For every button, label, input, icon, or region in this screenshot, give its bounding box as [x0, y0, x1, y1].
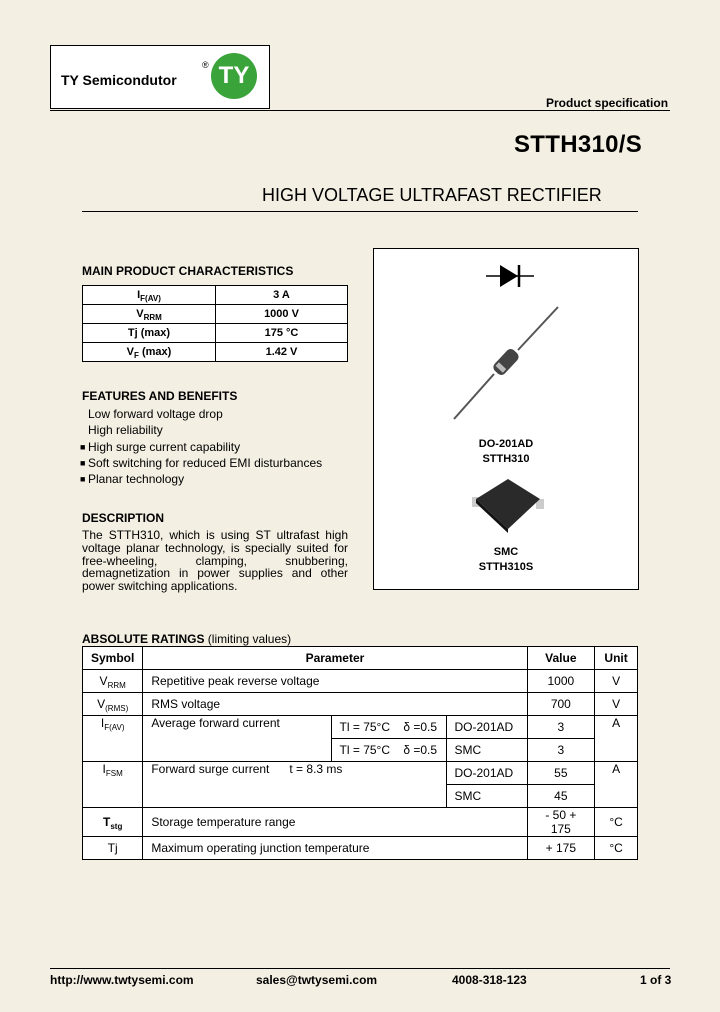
parameter-cell: Average forward current: [143, 716, 331, 762]
parameter-cell: Maximum operating junction temperature: [143, 837, 527, 860]
symbol-cell: $V_{(RMS)}$: [83, 693, 143, 716]
smc-package-image: [470, 477, 546, 533]
main-characteristics-title: MAIN PRODUCT CHARACTERISTICS: [82, 264, 294, 278]
package-cell: SMC: [446, 739, 527, 762]
package1-part: STTH310: [482, 453, 530, 465]
part-number: STTH310/S: [514, 131, 643, 158]
unit-cell: °C: [595, 808, 638, 837]
unit-cell: V: [595, 693, 638, 716]
subtitle-rule: [82, 211, 638, 212]
header-unit: Unit: [595, 647, 638, 670]
value-cell: 3: [527, 739, 595, 762]
table-row: [83, 808, 638, 837]
product-specification-label: Product specification: [546, 96, 669, 110]
parameter-cell: Forward surge current t = 8.3 ms: [143, 762, 446, 808]
symbol-cell: $I_{F(AV)}$: [83, 716, 143, 762]
features-list: [80, 406, 323, 487]
symbol-cell: $T_{stg}$: [83, 808, 143, 837]
absolute-ratings-table: [82, 646, 638, 860]
table-row: [83, 343, 348, 362]
char-value: 175 °C: [216, 324, 348, 343]
package-cell: SMC: [446, 785, 527, 808]
symbol-cell: $V_{RRM}$: [83, 670, 143, 693]
absolute-ratings-title: ABSOLUTE RATINGS (limiting values): [82, 632, 292, 646]
package2-name: SMC: [493, 546, 519, 558]
condition-cell: Tl = 75°C δ =0.5: [331, 739, 446, 762]
list-item: ■ Soft switching for reduced EMI disturbances: [80, 455, 323, 470]
package-cell: DO-201AD: [446, 716, 527, 739]
diode-symbol-icon: [486, 263, 534, 289]
features-title: FEATURES AND BENEFITS: [82, 389, 238, 403]
list-item: Low forward voltage drop: [88, 407, 223, 421]
parameter-cell: Storage temperature range: [143, 808, 527, 837]
header-value: Value: [527, 647, 595, 670]
bullet-icon: ■: [80, 441, 86, 452]
main-characteristics-table: [82, 285, 348, 362]
footer-rule: [50, 968, 670, 969]
package2-part: STTH310S: [478, 561, 534, 573]
value-cell: 700: [527, 693, 595, 716]
company-logo: [50, 45, 270, 109]
symbol-cell: Tj: [83, 837, 143, 860]
footer-website-link[interactable]: http://www.twtysemi.com: [50, 973, 194, 987]
char-param: $V_{RRM}$: [83, 305, 216, 324]
table-row: [83, 762, 638, 785]
footer-phone: 4008-318-123: [452, 973, 527, 987]
list-item: ■ Planar technology: [80, 472, 185, 487]
table-header-row: [83, 647, 638, 670]
table-row: [83, 324, 348, 343]
document-subtitle: HIGH VOLTAGE ULTRAFAST RECTIFIER: [262, 185, 602, 205]
char-value: 1000 V: [216, 305, 348, 324]
table-row: [83, 670, 638, 693]
table-row: [83, 305, 348, 324]
char-param: $I_{F(AV)}$: [83, 286, 216, 305]
header-rule: [50, 110, 670, 111]
package-cell: DO-201AD: [446, 762, 527, 785]
parameter-cell: RMS voltage: [143, 693, 527, 716]
value-cell: - 50 + 175: [527, 808, 595, 837]
package-box: [373, 248, 639, 590]
value-cell: 1000: [527, 670, 595, 693]
char-param: Tj (max): [83, 324, 216, 343]
condition-cell: Tl = 75°C δ =0.5: [331, 716, 446, 739]
list-item: High reliability: [88, 423, 163, 438]
unit-cell: A: [595, 762, 638, 808]
table-row: [83, 837, 638, 860]
value-cell: 3: [527, 716, 595, 739]
value-cell: 45: [527, 785, 595, 808]
symbol-cell: $I_{FSM}$: [83, 762, 143, 808]
package1-name: DO-201AD: [478, 438, 534, 450]
value-cell: 55: [527, 762, 595, 785]
header-parameter: Parameter: [143, 647, 527, 670]
table-row: [83, 286, 348, 305]
value-cell: + 175: [527, 837, 595, 860]
registered-mark: ®: [202, 60, 209, 70]
unit-cell: °C: [595, 837, 638, 860]
char-param: $V_F$ (max): [83, 343, 216, 362]
table-row: [83, 693, 638, 716]
parameter-cell: Repetitive peak reverse voltage: [143, 670, 527, 693]
description-text: The STTH310, which is using ST ultrafast high voltage planar technology, is specially suited for free-wheeling, clamping, snubbering, demagnetization in power supplies and other power switching applications.: [82, 528, 348, 594]
list-item: ■ High surge current capability: [80, 439, 241, 454]
logo-mark: TY: [211, 53, 257, 99]
bullet-icon: ■: [80, 457, 86, 468]
description-title: DESCRIPTION: [82, 511, 165, 525]
page-number: 1 of 3: [640, 973, 672, 987]
char-value: 3 A: [216, 286, 348, 305]
bullet-icon: ■: [80, 474, 86, 485]
header-symbol: Symbol: [83, 647, 143, 670]
unit-cell: V: [595, 670, 638, 693]
table-row: [83, 716, 638, 739]
unit-cell: A: [595, 716, 638, 762]
do201ad-package-image: [450, 304, 562, 424]
footer-email-link[interactable]: sales@twtysemi.com: [256, 973, 378, 987]
char-value: 1.42 V: [216, 343, 348, 362]
logo-text: TY Semicondutor: [61, 72, 177, 88]
